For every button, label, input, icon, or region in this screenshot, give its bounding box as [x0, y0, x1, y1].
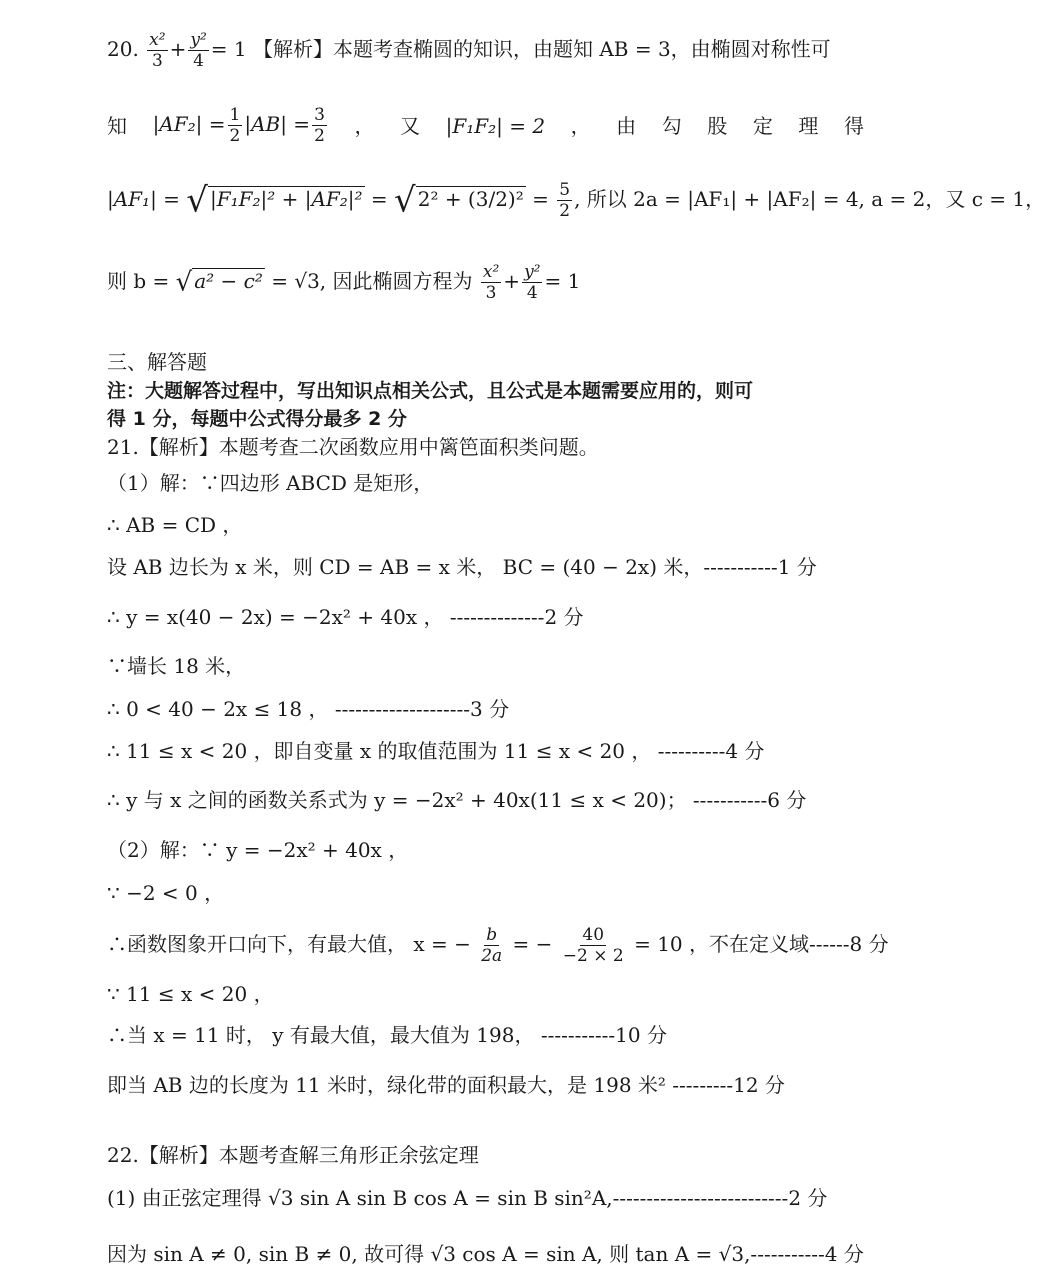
q20-line-4: 则 b = √ a² − c² = √3, 因此椭圆方程为 $\frac{\text{x²}}{3}$ + $\frac{\text{y²}}{4}$ = 1 [107, 262, 581, 303]
q21-line-14: ∴当 x = 11 时， y 有最大值，最大值为 198， -----------10 分 [107, 1023, 667, 1047]
fraction-y2-4: $\frac{\text{y²}}{4}$ [190, 30, 207, 71]
section-note-1: 注：大题解答过程中，写出知识点相关公式，且公式是本题需要应用的，则可 [107, 380, 754, 402]
q20-analysis-text: 【解析】本题考查椭圆的知识，由题知 AB = 3，由椭圆对称性可 [252, 37, 831, 61]
q20-line-1: 20. $\frac{\text{x²}}{3}$ + $\frac{\text{y²}}{4}$ = 1 【解析】本题考查椭圆的知识，由题知 AB = 3，由椭圆对称性可 [107, 30, 831, 71]
q21-line-5: ∴ y = x(40 − 2x) = −2x² + 40x ， --------------2 分 [107, 605, 584, 629]
q22-line-3: 因为 sin A ≠ 0, sin B ≠ 0, 故可得 √3 cos A = sin A, 则 tan A = √3,-----------4 分 [107, 1242, 864, 1266]
question-number: 20. [107, 37, 139, 61]
q21-line-6: ∵墙长 18 米， [107, 654, 246, 678]
af2-expression: |AF₂| = $\frac{1}{2}$ |AB| = $\frac{3}{2}$ [152, 105, 325, 146]
q20-line-2: 知 |AF₂| = $\frac{1}{2}$ |AB| = $\frac{3}{2}$ ， 又 |F₁F₂| = 2 ， 由 勾 股 定 理 得 [107, 105, 864, 146]
q21-line-12: ∴函数图象开口向下，有最大值， x = − $\frac{b}{2a}$ = − $\frac{40}{-2 \times 2}$ = 10 ，不在定义域------8 分 [107, 925, 889, 966]
q21-line-10: （2）解：∵ y = −2x² + 40x ， [107, 838, 409, 862]
q21-line-8: ∴ 11 ≤ x < 20 ，即自变量 x 的取值范围为 11 ≤ x < 20 ， ----------4 分 [107, 739, 765, 763]
q21-line-7: ∴ 0 < 40 − 2x ≤ 18 ， --------------------3 分 [107, 697, 510, 721]
q22-header: 22.【解析】本题考查解三角形正余弦定理 [107, 1143, 479, 1167]
q21-line-9: ∴ y 与 x 之间的函数关系式为 y = −2x² + 40x(11 ≤ x < 20)； -----------6 分 [107, 788, 807, 812]
fraction-x2-3: $\frac{\text{x²}}{3}$ [149, 30, 166, 71]
q21-line-13: ∵ 11 ≤ x < 20 ， [107, 982, 274, 1006]
q21-line-2: （1）解：∵四边形 ABCD 是矩形， [107, 471, 434, 495]
q21-line-4: 设 AB 边长为 x 米，则 CD = AB = x 米， BC = (40 − 2x) 米，-----------1 分 [107, 555, 817, 579]
q21-header: 21.【解析】本题考查二次函数应用中篱笆面积类问题。 [107, 435, 599, 459]
q21-line-3: ∴ AB = CD ， [107, 513, 243, 537]
section-note-2: 得 1 分，每题中公式得分最多 2 分 [107, 408, 407, 430]
q22-line-2: (1) 由正弦定理得 √3 sin A sin B cos A = sin B sin²A,--------------------------2 分 [107, 1186, 828, 1210]
q20-line-3: |AF₁| = √ |F₁F₂|² + |AF₂|² = √ 2² + (3/2)² = $\frac{5}{2}$ , 所以 2a = |AF₁| + |AF₂| = 4, a = 2，又 c = 1， [107, 180, 1045, 221]
section-title: 三、解答题 [107, 350, 207, 374]
q21-line-11: ∵ −2 < 0 ， [107, 881, 225, 905]
q21-line-15: 即当 AB 边的长度为 11 米时，绿化带的面积最大，是 198 米² ---------12 分 [107, 1073, 785, 1097]
